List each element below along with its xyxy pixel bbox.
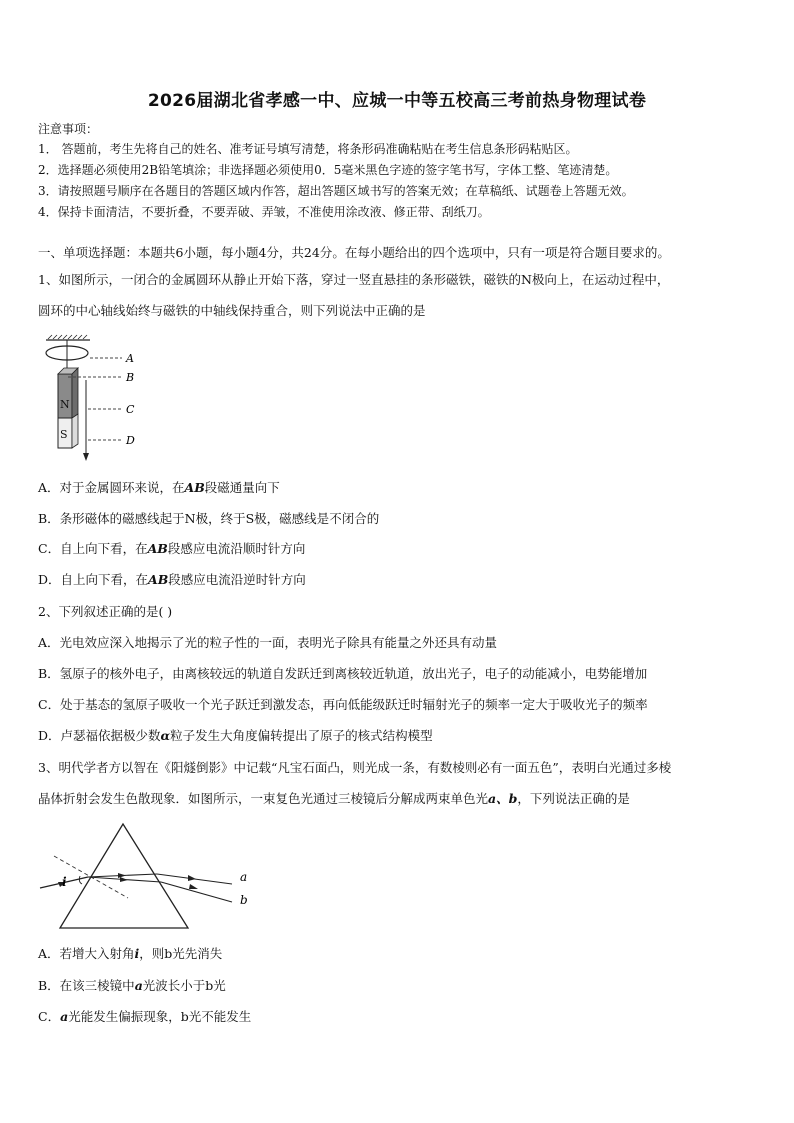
option-c[interactable]: C．自上向下看，在AB段感应电流沿顺时针方向 [38,541,306,556]
question-3-stem: 3、明代学者方以智在《阳燧倒影》中记载“凡宝石面凸，则光成一条，有数棱则必有一面五色”，表明白光通过多棱 [38,760,672,775]
question-1-stem: 圆环的中心轴线始终与磁铁的中轴线保持重合，则下列说法中正确的是 [38,303,426,318]
option-b[interactable]: B．氢原子的核外电子，由离核较远的轨道自发跃迁到离核较近轨道，放出光子，电子的动能减小，电势能增加 [38,666,648,681]
magnet-ring-figure [40,334,150,464]
option-b[interactable]: B．条形磁体的磁感线起于N极，终于S极，磁感线是不闭合的 [38,511,380,526]
option-c[interactable]: C．a光能发生偏振现象，b光不能发生 [38,1009,252,1024]
notice-item: 2．选择题必须使用2B铅笔填涂；非选择题必须使用0．5毫米黑色字迹的签字笔书写，字体工整、笔迹清楚。 [38,163,618,177]
question-3-stem: 晶体折射会发生色散现象．如图所示，一束复色光通过三棱镜后分解成两束单色光a、b，下列说法正确的是 [38,791,630,806]
svg-text:b: b [240,893,248,907]
option-a[interactable]: A．光电效应深入地揭示了光的粒子性的一面，表明光子除具有能量之外还具有动量 [38,635,498,650]
option-d[interactable]: D．自上向下看，在AB段感应电流沿逆时针方向 [38,572,306,587]
option-a[interactable]: A．若增大入射角i，则b光先消失 [38,946,223,961]
svg-text:N: N [60,398,70,411]
option-a[interactable]: A．对于金属圆环来说，在AB段磁通量向下 [38,480,280,495]
svg-text:a: a [240,870,248,884]
svg-text:S: S [60,428,68,441]
option-d[interactable]: D．卢瑟福依据极少数α粒子发生大角度偏转提出了原子的核式结构模型 [38,728,433,743]
svg-text:C: C [126,403,135,416]
option-b[interactable]: B．在该三棱镜中a光波长小于b光 [38,978,226,993]
option-c[interactable]: C．处于基态的氢原子吸收一个光子跃迁到激发态，再向低能级跃迁时辐射光子的频率一定大于吸收光子的频率 [38,697,648,712]
notice-item: 1． 答题前，考生先将自己的姓名、准考证号填写清楚，将条形码准确粘贴在考生信息条形码粘贴区。 [38,142,578,156]
question-1-stem: 1、如图所示，一闭合的金属圆环从静止开始下落，穿过一竖直悬挂的条形磁铁，磁铁的N极向上，在运动过程中， [38,272,670,287]
svg-text:D: D [126,434,135,447]
svg-text:i: i [62,875,67,889]
prism-figure [36,820,266,932]
notice-item: 4．保持卡面清洁，不要折叠，不要弄破、弄皱，不准使用涂改液、修正带、刮纸刀。 [38,205,490,219]
magnet-north-icon [58,374,72,418]
notice-heading: 注意事项： [38,122,99,136]
notice-item: 3．请按照题号顺序在各题目的答题区域内作答，超出答题区域书写的答案无效；在草稿纸、试题卷上答题无效。 [38,184,634,198]
svg-text:A: A [126,352,134,365]
question-2-stem: 2、下列叙述正确的是( ) [38,604,173,619]
section-heading: 一、单项选择题：本题共6小题，每小题4分，共24分。在每小题给出的四个选项中，只有一项是符合题目要求的。 [38,245,670,260]
page-title: 2026届湖北省孝感一中、应城一中等五校高三考前热身物理试卷 [147,91,647,111]
svg-text:B: B [126,371,135,384]
